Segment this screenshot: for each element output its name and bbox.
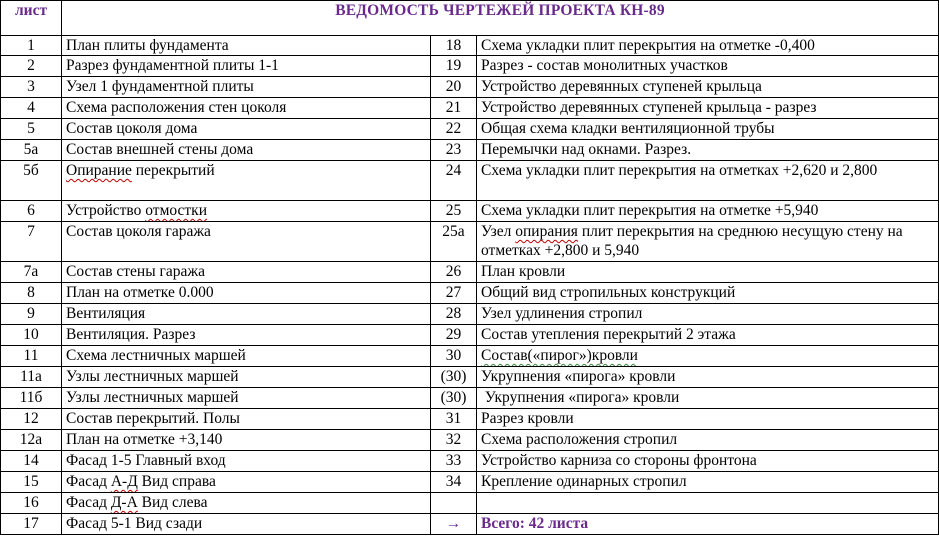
table-row — [1, 77, 939, 98]
table-row — [1, 140, 939, 161]
sheet-title: План кровли — [477, 262, 939, 283]
sheet-number: 34 — [431, 472, 477, 493]
table-row — [1, 346, 939, 367]
sheet-title: Узел 1 фундаментной плиты — [62, 77, 431, 98]
sheet-number: 9 — [1, 304, 62, 325]
sheet-number: 22 — [431, 119, 477, 140]
sheet-number: 28 — [431, 304, 477, 325]
sheet-title: Узел удлинения стропил — [477, 304, 939, 325]
sheet-number: 20 — [431, 77, 477, 98]
sheet-title-start: Фасад — [66, 473, 111, 490]
sheet-title: Состав цоколя гаража — [62, 222, 431, 262]
sheet-number: 5б — [1, 161, 62, 201]
sheet-title — [477, 222, 939, 262]
sheet-title-rest: плит перекрытия на среднюю несущую стену на отметках +2,800 и 5,940 — [481, 223, 903, 259]
sheet-title: Схема укладки плит перекрытия на отметке +5,940 — [477, 201, 939, 222]
spellcheck-word: опирания — [515, 223, 578, 240]
sheet-title: Разрез - состав монолитных участков — [477, 56, 939, 77]
sheet-title: Устройство деревянных ступеней крыльца — [477, 77, 939, 98]
sheet-title: Состав цоколя дома — [62, 119, 431, 140]
table-row — [1, 98, 939, 119]
sheet-number: 12а — [1, 430, 62, 451]
table-row — [1, 514, 939, 535]
sheet-number: (30) — [431, 367, 477, 388]
sheet-number: 24 — [431, 161, 477, 201]
sheet-title — [62, 493, 431, 514]
sheet-number: 11б — [1, 388, 62, 409]
sheet-number: 8 — [1, 283, 62, 304]
table-row — [1, 119, 939, 140]
sheet-title: Узлы лестничных маршей — [62, 388, 431, 409]
sheet-number: 4 — [1, 98, 62, 119]
table-row — [1, 388, 939, 409]
total-sheets: Всего: 42 листа — [477, 514, 939, 535]
sheet-title-text: Состав(«пирог»)кровли — [481, 347, 638, 364]
sheet-title — [62, 472, 431, 493]
table-row — [1, 56, 939, 77]
sheet-title: Укрупнения «пирога» кровли — [477, 388, 939, 409]
sheet-title — [477, 493, 939, 514]
sheet-title: Схема лестничных маршей — [62, 346, 431, 367]
header-row — [1, 1, 939, 36]
sheet-title — [62, 161, 431, 201]
sheet-title: План на отметке 0.000 — [62, 283, 431, 304]
sheet-number: 16 — [1, 493, 62, 514]
sheet-title-start: Устройство — [66, 202, 146, 219]
spellcheck-word: Опирание — [66, 162, 132, 179]
sheet-number: 27 — [431, 283, 477, 304]
sheet-number: 3 — [1, 77, 62, 98]
sheet-number: 18 — [431, 36, 477, 56]
sheet-title-rest: Вид слева — [137, 494, 208, 511]
sheet-number: 11а — [1, 367, 62, 388]
page-title: ВЕДОМОСТЬ ЧЕРТЕЖЕЙ ПРОЕКТА КН-89 — [62, 1, 939, 36]
sheet-number: 2 — [1, 56, 62, 77]
sheet-number: 1 — [1, 36, 62, 56]
sheet-title: Фасад 5-1 Вид сзади — [62, 514, 431, 535]
spellcheck-word: Д-А — [110, 494, 138, 511]
sheet-title: Состав стены гаража — [62, 262, 431, 283]
sheet-number: 17 — [1, 514, 62, 535]
sheet-title: Узлы лестничных маршей — [62, 367, 431, 388]
sheet-number: 12 — [1, 409, 62, 430]
table-row — [1, 409, 939, 430]
table-row — [1, 283, 939, 304]
sheet-title: Схема расположения стен цоколя — [62, 98, 431, 119]
table-row — [1, 161, 939, 201]
sheet-number: 29 — [431, 325, 477, 346]
table-row — [1, 304, 939, 325]
sheet-title: Состав перекрытий. Полы — [62, 409, 431, 430]
sheet-title: Устройство деревянных ступеней крыльца - разрез — [477, 98, 939, 119]
sheet-title: Общая схема кладки вентиляционной трубы — [477, 119, 939, 140]
sheet-title: План плиты фундамента — [62, 36, 431, 56]
sheet-title-rest: Вид справа — [137, 473, 216, 490]
sheet-number: 5а — [1, 140, 62, 161]
sheet-number: 10 — [1, 325, 62, 346]
table-row — [1, 493, 939, 514]
sheet-number: 21 — [431, 98, 477, 119]
table-row — [1, 367, 939, 388]
arrow-right-icon: → — [431, 514, 477, 535]
sheet-number: 5 — [1, 119, 62, 140]
sheet-number: 31 — [431, 409, 477, 430]
sheet-title: Перемычки над окнами. Разрез. — [477, 140, 939, 161]
spellcheck-word: А-Д — [110, 473, 138, 490]
table-row — [1, 201, 939, 222]
sheet-title: Схема расположения стропил — [477, 430, 939, 451]
sheet-title: Состав утепления перекрытий 2 этажа — [477, 325, 939, 346]
sheet-number: 25 — [431, 201, 477, 222]
sheet-number: 14 — [1, 451, 62, 472]
sheet-title: Вентиляция — [62, 304, 431, 325]
table-row — [1, 325, 939, 346]
sheet-number: 23 — [431, 140, 477, 161]
sheet-title-rest: перекрытий — [131, 162, 215, 179]
sheet-title-start: Фасад — [66, 494, 111, 511]
table-row — [1, 262, 939, 283]
sheet-number: 19 — [431, 56, 477, 77]
sheet-title: Разрез кровли — [477, 409, 939, 430]
sheet-number: 30 — [431, 346, 477, 367]
sheet-number: 33 — [431, 451, 477, 472]
sheet-title: Крепление одинарных стропил — [477, 472, 939, 493]
sheet-title: Схема укладки плит перекрытия на отметке -0,400 — [477, 36, 939, 56]
sheet-title — [62, 201, 431, 222]
sheet-number: 15 — [1, 472, 62, 493]
sheet-number: (30) — [431, 388, 477, 409]
sheet-title: Устройство карниза со стороны фронтона — [477, 451, 939, 472]
sheet-title-start: Узел — [481, 223, 516, 240]
spellcheck-word: отмостки — [145, 202, 207, 219]
sheet-title: Состав внешней стены дома — [62, 140, 431, 161]
sheet-number: 11 — [1, 346, 62, 367]
sheet-number: 32 — [431, 430, 477, 451]
sheet-title: Вентиляция. Разрез — [62, 325, 431, 346]
sheet-title: Фасад 1-5 Главный вход — [62, 451, 431, 472]
sheet-number: 7 — [1, 222, 62, 262]
sheet-number: 6 — [1, 201, 62, 222]
sheet-number: 25а — [431, 222, 477, 262]
table-row — [1, 451, 939, 472]
table-row — [1, 222, 939, 262]
table-row — [1, 430, 939, 451]
sheet-number: 26 — [431, 262, 477, 283]
sheet-title: Разрез фундаментной плиты 1-1 — [62, 56, 431, 77]
sheet-title: План на отметке +3,140 — [62, 430, 431, 451]
table-row — [1, 36, 939, 56]
sheet-number: 7а — [1, 262, 62, 283]
table-row — [1, 472, 939, 493]
sheet-number — [431, 493, 477, 514]
sheet-title: Укрупнения «пирога» кровли — [477, 367, 939, 388]
sheet-title: Схема укладки плит перекрытия на отметках +2,620 и 2,800 — [477, 161, 939, 201]
sheet-title — [477, 346, 939, 367]
sheet-title: Общий вид стропильных конструкций — [477, 283, 939, 304]
sheet-column-header: лист — [1, 1, 62, 36]
